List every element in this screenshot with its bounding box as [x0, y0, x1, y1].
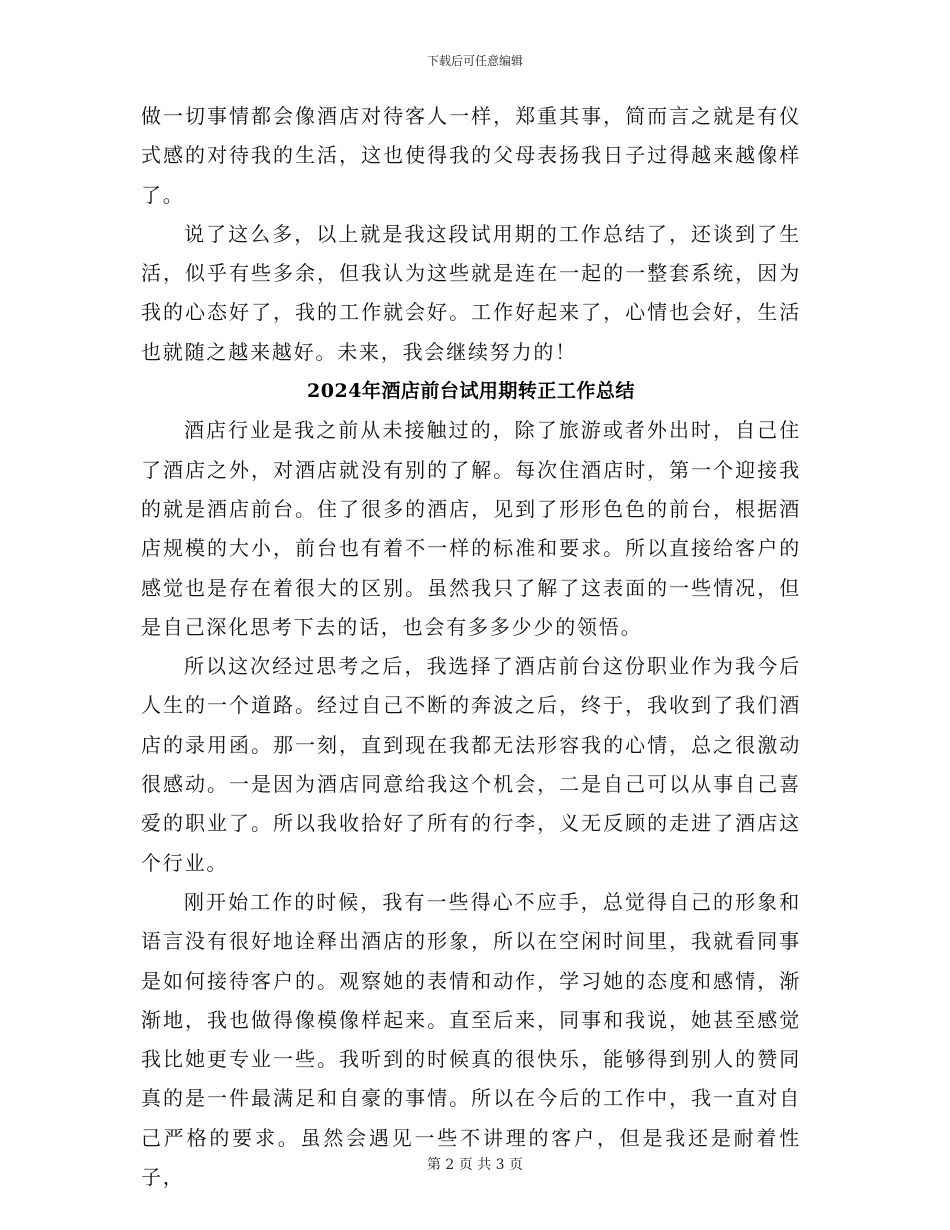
paragraph-early-work: 刚开始工作的时候，我有一些得心不应手，总觉得自己的形象和语言没有很好地诠释出酒店的形象，所以在空闲时间里，我就看同事是如何接待客户的。观察她的表情和动作，学习她的态度和感情，渐渐地，我也做得像模像样起来。直至后来，同事和我说，她甚至感觉我比她更专业一些。我听到的时候真的很快乐，能够得到别人的赞同真的是一件最满足和自豪的事情。所以在今后的工作中，我一直对自己严格的要求。虽然会遇见一些不讲理的客户，但是我还是耐着性子， [141, 889, 801, 1190]
document-body [141, 97, 801, 1197]
section-title: 2024年酒店前台试用期转正工作总结 [307, 380, 635, 403]
paragraph-continued: 做一切事情都会像酒店对待客人一样，郑重其事，简而言之就是有仪式感的对待我的生活，这也使得我的父母表扬我日子过得越来越像样了。 [141, 104, 801, 207]
page-header: 下载后可任意编辑 [426, 54, 523, 68]
paragraph-intro: 酒店行业是我之前从未接触过的，除了旅游或者外出时，自己住了酒店之外，对酒店就没有别的了解。每次住酒店时，第一个迎接我的就是酒店前台。住了很多的酒店，见到了形形色色的前台，根据酒店规模的大小，前台也有着不一样的标准和要求。所以直接给客户的感觉也是存在着很大的区别。虽然我只了解了这表面的一些情况，但是自己深化思考下去的话，也会有多多少少的领悟。 [141, 418, 801, 639]
paragraph-summary-closing: 说了这么多，以上就是我这段试用期的工作总结了，还谈到了生活，似乎有些多余，但我认为这些就是连在一起的一整套系统，因为我的心态好了，我的工作就会好。工作好起来了，心情也会好，生活也就随之越来越好。未来，我会继续努力的！ [141, 221, 801, 364]
paragraph-career-choice: 所以这次经过思考之后，我选择了酒店前台这份职业作为我今后人生的一个道路。经过自己不断的奔波之后，终于，我收到了我们酒店的录用函。那一刻，直到现在我都无法形容我的心情，总之很激动很感动。一是因为酒店同意给我这个机会，二是自己可以从事自己喜爱的职业了。所以我收拾好了所有的行李，义无反顾的走进了酒店这个行业。 [141, 654, 801, 875]
page-number: 第 2 页 共 3 页 [426, 1157, 524, 1173]
